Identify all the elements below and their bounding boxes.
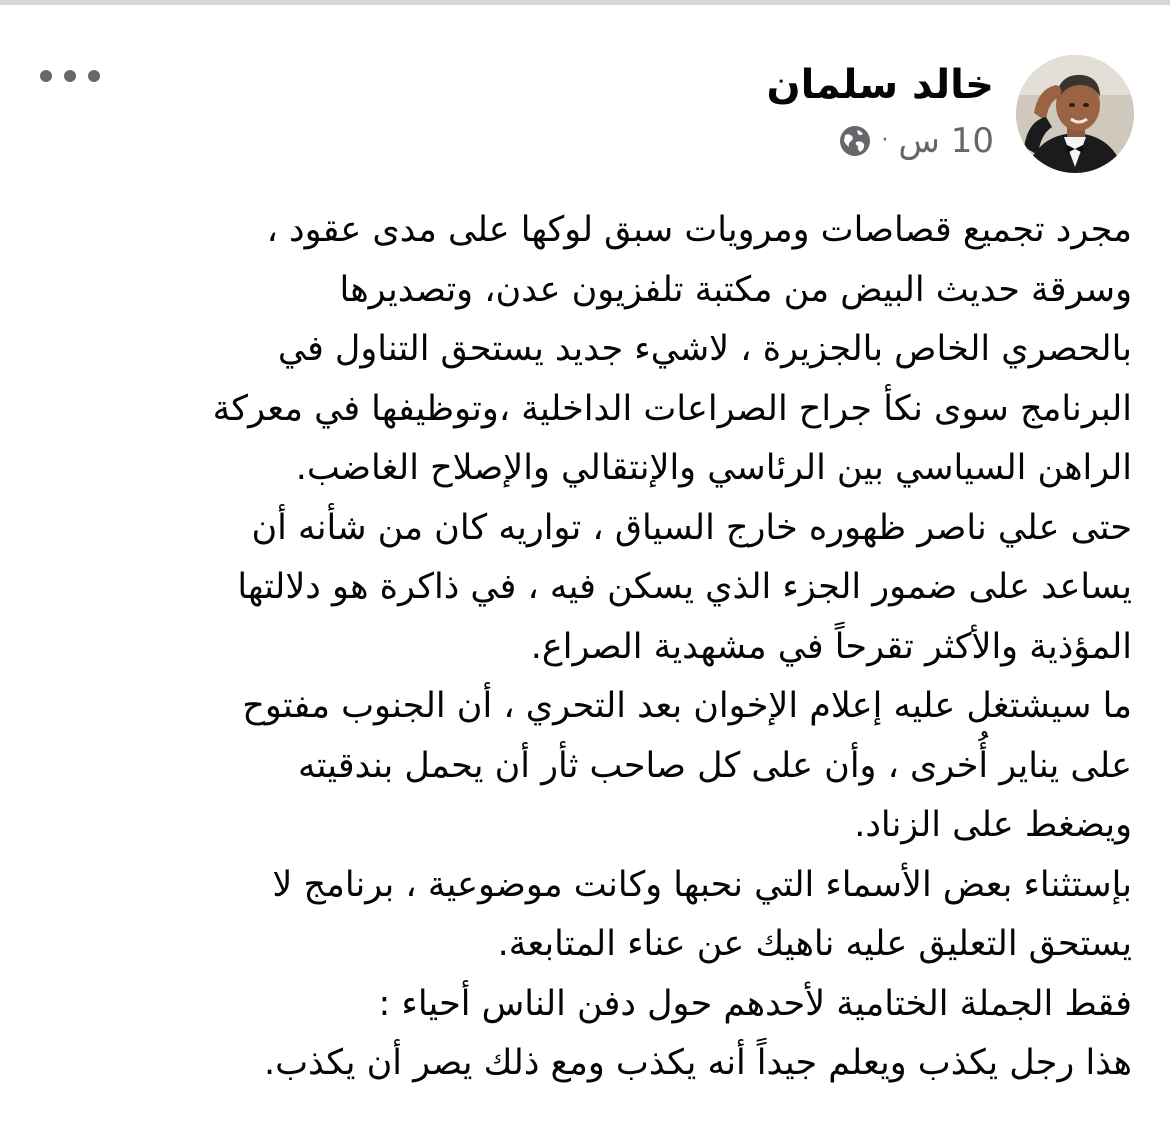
more-dot [64,70,76,82]
post-header [36,55,1134,167]
post-line: على يناير أُخرى ، وأن على كل صاحب ثأر أن يحمل بندقيته [297,745,1132,786]
post-line: بالحصري الخاص بالجزيرة ، لاشيء جديد يستحق التناول في [277,329,1132,369]
post-line: البرنامج سوى نكأ جراح الصراعات الداخلية ،وتوظيفها في معركة [212,388,1132,429]
post-line: هذا رجل يكذب ويعلم جيداً أنه يكذب ومع ذلك يصر أن يكذب. [263,1043,1132,1083]
facebook-post [0,5,1170,1133]
post-line: ويضغط على الزناد. [854,805,1132,845]
author-name[interactable]: خالد سلمان [766,62,994,108]
author-block [766,57,994,161]
post-line: وسرقة حديث البيض من مكتبة تلفزيون عدن، وتصديرها [339,269,1132,310]
post-line: الراهن السياسي بين الرئاسي والإنتقالي والإصلاح الغاضب. [295,448,1132,488]
meta-separator: · [881,128,889,153]
post-line: يستحق التعليق عليه ناهيك عن عناء المتابعة. [497,924,1132,964]
post-meta [766,121,994,161]
more-dot [88,70,100,82]
post-line: ما سيشتغل عليه إعلام الإخوان بعد التحري ، أن الجنوب مفتوح [242,686,1132,726]
more-options-icon[interactable] [40,61,100,91]
post-line: فقط الجملة الختامية لأحدهم حول دفن الناس أحياء : [378,983,1132,1024]
post-body [40,201,1132,1094]
post-line: بإستثناء بعض الأسماء التي نحبها وكانت موضوعية ، برنامج لا [272,864,1132,905]
post-line: حتى علي ناصر ظهوره خارج السياق ، تواريه كان من شأنه أن [251,507,1132,548]
post-line: مجرد تجميع قصاصات ومرويات سبق لوكها على مدى عقود ، [266,210,1132,250]
avatar-photo [1016,55,1134,173]
avatar[interactable] [1016,55,1134,173]
post-timestamp[interactable]: 10 س [898,121,994,161]
more-dot [40,70,52,82]
globe-icon[interactable] [839,125,871,157]
post-line: المؤذية والأكثر تقرحاً في مشهدية الصراع. [530,626,1132,667]
post-line: يساعد على ضمور الجزء الذي يسكن فيه ، في ذاكرة هو دلالتها [237,567,1132,607]
